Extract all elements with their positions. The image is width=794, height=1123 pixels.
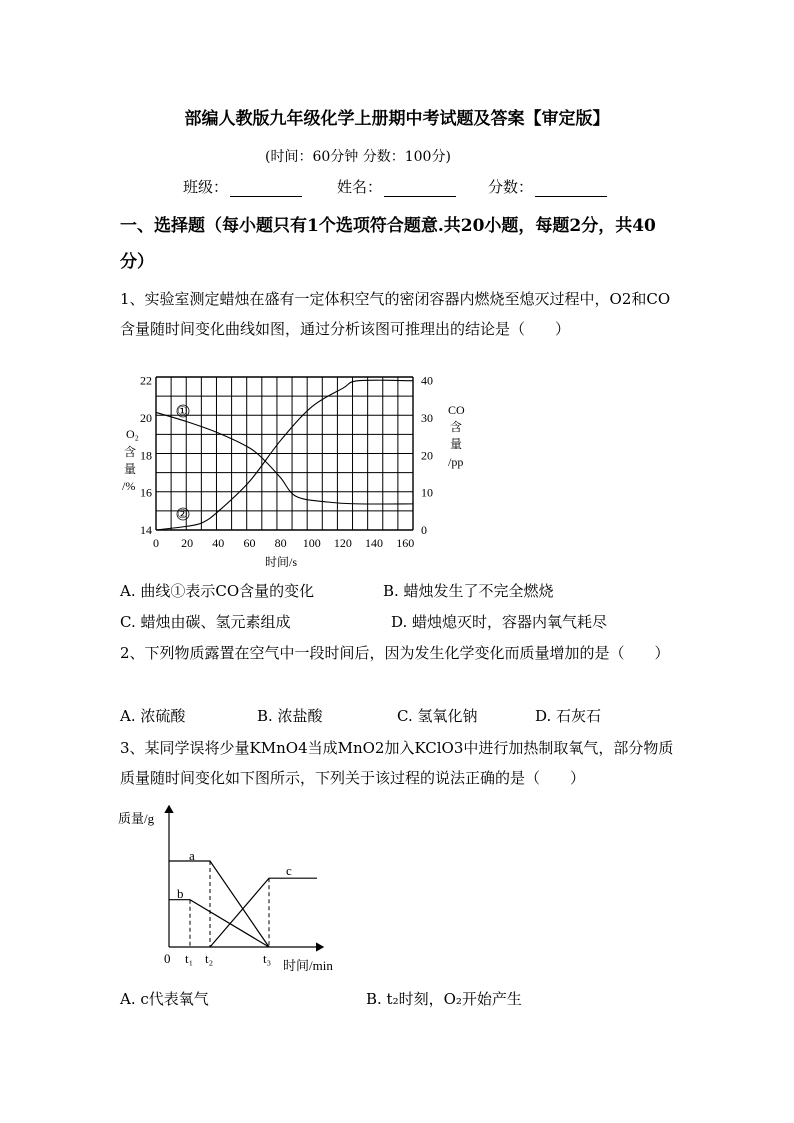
tick-t3: t₃ — [263, 951, 272, 966]
x-tick-label: 40 — [212, 536, 225, 550]
series-line-c — [210, 878, 317, 947]
x-tick-label: 20 — [181, 536, 194, 550]
q2-option-b[interactable]: B. 浓盐酸 — [257, 707, 323, 725]
question-2-stem: 2、下列物质露置在空气中一段时间后，因为发生化学变化而质量增加的是（ ） — [120, 644, 670, 662]
left-tick-label: 14 — [140, 523, 152, 537]
x-tick-label: 0 — [153, 536, 159, 550]
x-tick-label: 160 — [396, 536, 415, 550]
score-field — [488, 176, 607, 197]
curve-label-2: ② — [177, 507, 188, 521]
right-tick-label: 40 — [421, 373, 433, 388]
class-label: 班级： — [183, 178, 229, 196]
chart2-lines — [169, 861, 317, 947]
name-field — [337, 176, 456, 197]
page-title: 部编人教版九年级化学上册期中考试题及答案【审定版】 — [184, 109, 610, 129]
mass-axis-label: 质量/g — [118, 811, 155, 826]
curve-label-1: ① — [177, 404, 188, 418]
left-axis-label-0: O₂ — [126, 427, 139, 441]
section-heading: 一、选择题（每小题只有1个选项符合题意.共20小题，每题2分，共40分） — [120, 216, 656, 272]
q2-option-d[interactable]: D. 石灰石 — [535, 707, 602, 725]
class-blank[interactable] — [230, 180, 302, 197]
left-tick-label: 20 — [140, 411, 152, 426]
chart1-curves — [156, 380, 413, 530]
curve-series-1 — [156, 412, 413, 504]
origin-label: 0 — [164, 951, 171, 966]
x-tick-label: 60 — [243, 536, 256, 550]
left-tick-label: 22 — [140, 373, 152, 388]
chart1-grid — [156, 377, 413, 530]
name-label: 姓名： — [337, 178, 383, 196]
chart-o2-co — [118, 362, 478, 574]
name-blank[interactable] — [384, 180, 456, 197]
tick-t1: t₁ — [185, 951, 194, 966]
x-tick-label: 100 — [302, 536, 321, 550]
q1-option-d[interactable]: D. 蜡烛熄灭时，容器内氧气耗尽 — [391, 613, 608, 631]
q2-option-a[interactable]: A. 浓硫酸 — [120, 707, 186, 725]
right-tick-label: 0 — [421, 523, 427, 537]
right-axis-label-2: 量 — [450, 437, 463, 451]
left-tick-label: 16 — [140, 485, 152, 500]
x-tick-label: 140 — [365, 536, 384, 550]
chart-mass-time — [116, 800, 356, 980]
q3-option-a[interactable]: A. c代表氧气 — [120, 990, 209, 1008]
series-label-a: a — [189, 848, 195, 863]
q1-option-b[interactable]: B. 蜡烛发生了不完全燃烧 — [383, 582, 554, 600]
question-1-stem: 1、实验室测定蜡烛在盛有一定体积空气的密闭容器内燃烧至熄灭过程中，O2和CO含量随时间变化曲线如图，通过分析该图可推理出的结论是（ ） — [120, 290, 671, 338]
right-axis-label-3: /pp — [448, 455, 464, 469]
right-tick-label: 20 — [421, 448, 433, 463]
left-tick-label: 18 — [140, 448, 152, 463]
left-axis-label-2: 量 — [124, 462, 137, 476]
series-label-b: b — [177, 886, 184, 901]
x-tick-label: 80 — [274, 536, 287, 550]
left-axis-label-3: /% — [122, 479, 136, 493]
series-line-a — [169, 861, 269, 947]
right-tick-label: 10 — [421, 485, 433, 500]
question-3-stem: 3、某同学误将少量KMnO4当成MnO2加入KClO3中进行加热制取氧气，部分物质质量随时间变化如下图所示，下列关于该过程的说法正确的是（ ） — [120, 739, 674, 787]
series-line-b — [169, 900, 269, 947]
x-axis-label: 时间/s — [265, 555, 298, 569]
curve-series-2 — [156, 380, 413, 530]
time-axis-label: 时间/min — [283, 958, 333, 973]
x-tick-label: 120 — [333, 536, 352, 550]
score-label: 分数： — [488, 178, 534, 196]
right-tick-label: 30 — [421, 411, 433, 426]
class-field — [183, 176, 302, 197]
right-axis-label-0: CO — [448, 403, 465, 417]
q1-option-c[interactable]: C. 蜡烛由碳、氢元素组成 — [120, 613, 291, 631]
score-blank[interactable] — [535, 180, 607, 197]
time-score-line: (时间：60分钟 分数：100分) — [265, 149, 451, 165]
tick-t2: t₂ — [205, 951, 214, 966]
right-axis-label-1: 含 — [450, 420, 463, 434]
series-label-c: c — [286, 863, 292, 878]
q1-option-a[interactable]: A. 曲线①表示CO含量的变化 — [120, 582, 315, 600]
q2-option-c[interactable]: C. 氢氧化钠 — [397, 707, 478, 725]
chart1-ticks — [140, 374, 433, 550]
left-axis-label-1: 含 — [124, 445, 137, 459]
q3-option-b[interactable]: B. t₂时刻，O₂开始产生 — [366, 990, 522, 1008]
